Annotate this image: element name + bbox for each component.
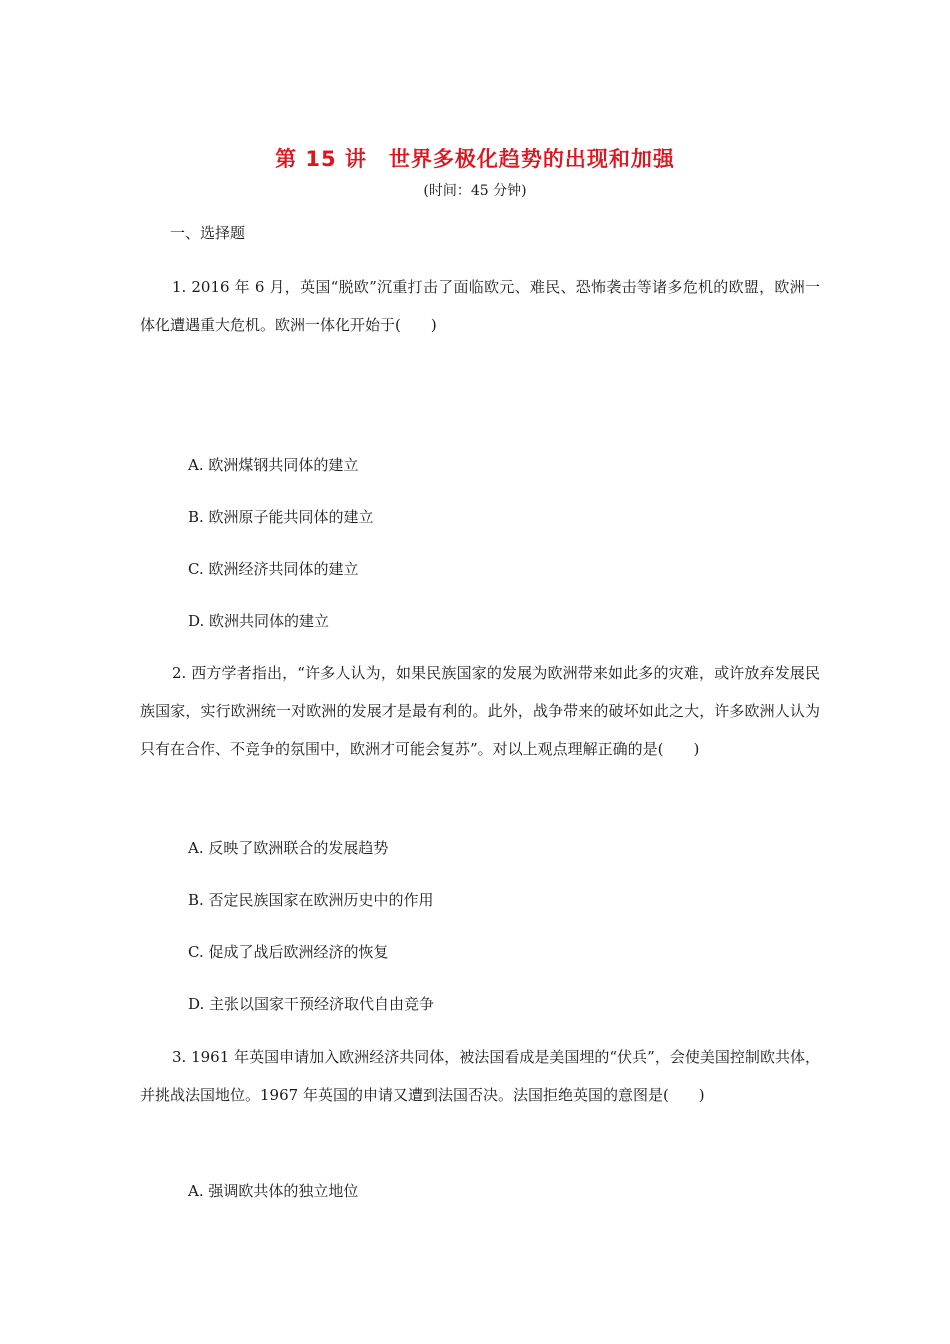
section-heading: 一、选择题 xyxy=(170,224,246,242)
question-2-option-a: A. 反映了欧洲联合的发展趋势 xyxy=(188,839,389,857)
question-2-option-c: C. 促成了战后欧洲经济的恢复 xyxy=(188,943,389,961)
question-1-option-c: C. 欧洲经济共同体的建立 xyxy=(188,560,359,578)
question-1-option-b: B. 欧洲原子能共同体的建立 xyxy=(188,508,374,526)
question-1-stem: 1. 2016 年 6 月，英国“脱欧”沉重打击了面临欧元、难民、恐怖袭击等诸多危机的欧盟，欧洲一体化遭遇重大危机。欧洲一体化开始于( ) xyxy=(140,278,820,334)
time-note: (时间：45 分钟) xyxy=(423,183,527,199)
question-2-option-b: B. 否定民族国家在欧洲历史中的作用 xyxy=(188,891,434,909)
question-3-stem: 3. 1961 年英国申请加入欧洲经济共同体，被法国看成是美国埋的“伏兵”，会使美国控制欧共体，并挑战法国地位。1967 年英国的申请又遭到法国否决。法国拒绝英国的意图是( ) xyxy=(140,1048,820,1104)
question-3-option-a: A. 强调欧共体的独立地位 xyxy=(188,1182,359,1200)
question-1-option-d: D. 欧洲共同体的建立 xyxy=(188,612,330,630)
question-1-option-a: A. 欧洲煤钢共同体的建立 xyxy=(188,456,359,474)
question-2-option-d: D. 主张以国家干预经济取代自由竞争 xyxy=(188,995,435,1013)
question-2-stem: 2. 西方学者指出，“许多人认为，如果民族国家的发展为欧洲带来如此多的灾难，或许放弃发展民族国家，实行欧洲统一对欧洲的发展才是最有利的。此外，战争带来的破坏如此之大，许多欧洲人认为只有在合作、不竞争的氛围中，欧洲才可能会复苏”。对以上观点理解正确的是( ) xyxy=(140,664,820,758)
page-title: 第 15 讲 世界多极化趋势的出现和加强 xyxy=(275,147,675,171)
